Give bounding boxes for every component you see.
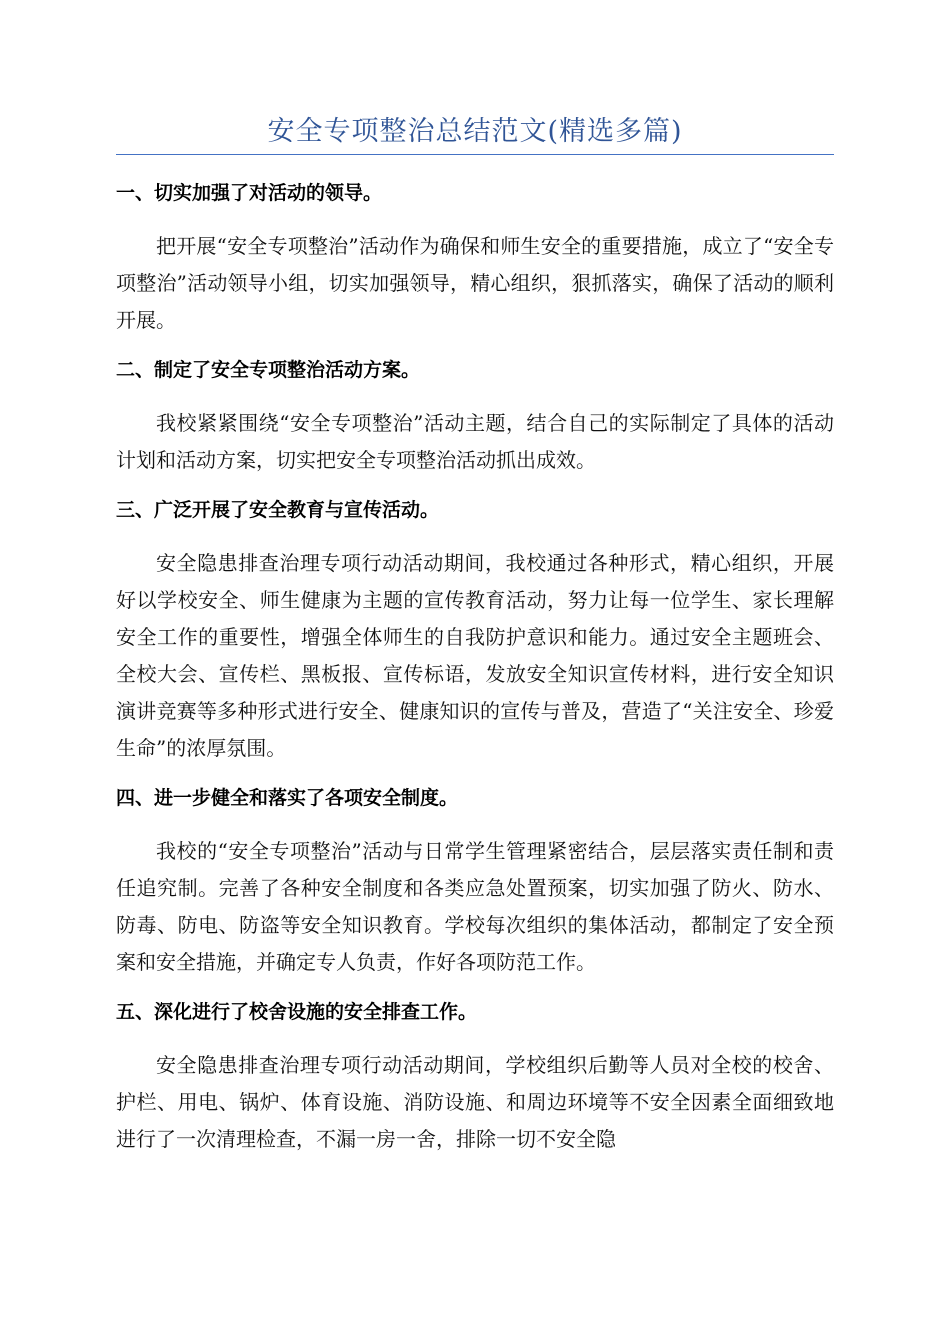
section-paragraph: 我校紧紧围绕“安全专项整治”活动主题，结合自己的实际制定了具体的活动计划和活动方案，切实把安全专项整治活动抓出成效。 <box>116 411 834 472</box>
section-heading: 三、广泛开展了安全教育与宣传活动。 <box>116 499 440 521</box>
section-heading: 四、进一步健全和落实了各项安全制度。 <box>116 787 459 809</box>
title-underline <box>116 154 834 155</box>
section-3 <box>116 491 834 767</box>
document-title: 安全专项整治总结范文(精选多篇) <box>267 116 683 147</box>
section-paragraph: 我校的“安全专项整治”活动与日常学生管理紧密结合，层层落实责任制和责任追究制。完善了各种安全制度和各类应急处置预案，切实加强了防火、防水、防毒、防电、防盗等安全知识教育。学校每次组织的集体活动，都制定了安全预案和安全措施，并确定专人负责，作好各项防范工作。 <box>116 839 834 974</box>
section-4 <box>116 779 834 981</box>
section-1 <box>116 174 834 339</box>
section-2 <box>116 351 834 479</box>
section-paragraph: 安全隐患排查治理专项行动活动期间，学校组织后勤等人员对全校的校舍、护栏、用电、锅炉、体育设施、消防设施、和周边环境等不安全因素全面细致地进行了一次清理检查，不漏一房一舍，排除一切不安全隐 <box>116 1053 834 1151</box>
section-heading: 五、深化进行了校舍设施的安全排查工作。 <box>116 1001 478 1023</box>
section-paragraph: 安全隐患排查治理专项行动活动期间，我校通过各种形式，精心组织，开展好以学校安全、师生健康为主题的宣传教育活动，努力让每一位学生、家长理解安全工作的重要性，增强全体师生的自我防护意识和能力。通过安全主题班会、全校大会、宣传栏、黑板报、宣传标语，发放安全知识宣传材料，进行安全知识演讲竞赛等多种形式进行安全、健康知识的宣传与普及，营造了“关注安全、珍爱生命”的浓厚氛围。 <box>116 551 834 760</box>
section-heading: 一、切实加强了对活动的领导。 <box>116 182 383 204</box>
section-heading: 二、制定了安全专项整治活动方案。 <box>116 359 421 381</box>
document-body <box>116 174 834 1170</box>
section-5 <box>116 993 834 1158</box>
section-paragraph: 把开展“安全专项整治”活动作为确保和师生安全的重要措施，成立了“安全专项整治”活动领导小组，切实加强领导，精心组织，狠抓落实，确保了活动的顺利开展。 <box>116 234 834 332</box>
